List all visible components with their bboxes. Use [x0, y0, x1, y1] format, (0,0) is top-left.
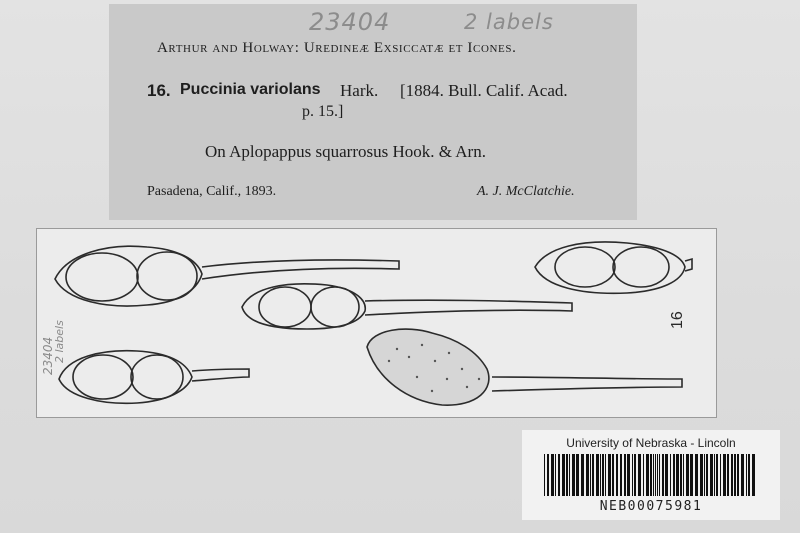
- barcode-bar: [748, 454, 750, 496]
- barcode-bars: [544, 454, 758, 496]
- barcode-bar: [566, 454, 568, 496]
- herbarium-label: [109, 4, 637, 220]
- barcode-bar: [608, 454, 611, 496]
- publication-reference: [1884. Bull. Calif. Acad.: [400, 81, 568, 100]
- specimen-number: 16.: [147, 81, 171, 100]
- plate-handwritten-number: 23404: [41, 336, 55, 375]
- barcode-bar: [727, 454, 729, 496]
- barcode-bar: [670, 454, 671, 496]
- collection-locality: Pasadena, Calif., 1893.: [147, 184, 277, 199]
- barcode-bar: [659, 454, 660, 496]
- barcode-bar: [734, 454, 736, 496]
- barcode-bar: [596, 454, 599, 496]
- barcode-bar: [646, 454, 649, 496]
- barcode-bar: [600, 454, 601, 496]
- barcode-bar: [695, 454, 698, 496]
- barcode-bar: [620, 454, 622, 496]
- barcode-bar: [704, 454, 705, 496]
- barcode-bar: [723, 454, 726, 496]
- barcode-bar: [627, 454, 630, 496]
- barcode-bar: [653, 454, 654, 496]
- barcode-bar: [731, 454, 733, 496]
- teliospore-drawing-5: [367, 329, 682, 405]
- barcode-bar: [650, 454, 652, 496]
- barcode-bar: [643, 454, 644, 496]
- barcode-bar: [741, 454, 744, 496]
- handwritten-labels-note: 2 labels: [464, 10, 554, 34]
- barcode-bar: [632, 454, 633, 496]
- handwritten-accession-number: 23404: [309, 8, 391, 36]
- barcode-bar: [680, 454, 682, 496]
- barcode-bar: [706, 454, 708, 496]
- barcode-bar: [592, 454, 594, 496]
- species-name: Puccinia variolans: [180, 81, 321, 98]
- barcode-bar: [569, 454, 570, 496]
- barcode-bar: [676, 454, 679, 496]
- barcode-bar: [752, 454, 755, 496]
- barcode-bar: [686, 454, 689, 496]
- institution-name: University of Nebraska - Lincoln: [566, 436, 736, 450]
- barcode-bar: [690, 454, 693, 496]
- barcode-bar: [655, 454, 656, 496]
- barcode-bar: [586, 454, 589, 496]
- barcode-bar: [576, 454, 579, 496]
- barcode-bar: [612, 454, 614, 496]
- publication-page: p. 15.]: [302, 103, 344, 120]
- teliospore-drawing-1: [55, 246, 399, 306]
- species-author: Hark.: [340, 81, 379, 100]
- barcode-bar: [581, 454, 584, 496]
- barcode-bar: [657, 454, 658, 496]
- barcode-bar: [673, 454, 675, 496]
- barcode-bar: [634, 454, 636, 496]
- barcode-bar: [746, 454, 747, 496]
- barcode-bar: [700, 454, 703, 496]
- barcode-bar: [624, 454, 626, 496]
- barcode-id: NEB00075981: [599, 499, 703, 514]
- barcode-bar: [562, 454, 565, 496]
- barcode-bar: [602, 454, 604, 496]
- barcode-bar: [547, 454, 549, 496]
- barcode-bar: [544, 454, 545, 496]
- barcode-bar: [720, 454, 721, 496]
- barcode-bar: [683, 454, 684, 496]
- barcode-bar: [616, 454, 618, 496]
- barcode-bar: [714, 454, 715, 496]
- barcode-bar: [737, 454, 739, 496]
- barcode-bar: [572, 454, 575, 496]
- teliospore-drawing-4: [59, 351, 249, 404]
- barcode-bar: [555, 454, 556, 496]
- host-plant: On Aplopappus squarrosus Hook. & Arn.: [205, 142, 486, 161]
- barcode-bar: [662, 454, 664, 496]
- teliospore-drawing-2: [535, 242, 692, 293]
- barcode-bar: [605, 454, 606, 496]
- barcode-bar: [551, 454, 554, 496]
- barcode-bar: [590, 454, 591, 496]
- barcode-bar: [638, 454, 641, 496]
- barcode-bar: [710, 454, 713, 496]
- barcode-bar: [665, 454, 668, 496]
- collector-name: A. J. McClatchie.: [477, 184, 575, 199]
- plate-number: 16: [669, 311, 686, 329]
- barcode-bar: [558, 454, 560, 496]
- plate-handwritten-note: 2 labels: [53, 320, 66, 363]
- teliospore-drawing-3: [242, 284, 572, 329]
- barcode-bar: [716, 454, 718, 496]
- teliospore-drawings: [37, 229, 718, 419]
- barcode-label: [522, 430, 780, 520]
- spore-illustration-plate: [36, 228, 717, 418]
- series-title: Arthur and Holway: Uredineæ Exsiccatæ et Icones.: [157, 40, 517, 56]
